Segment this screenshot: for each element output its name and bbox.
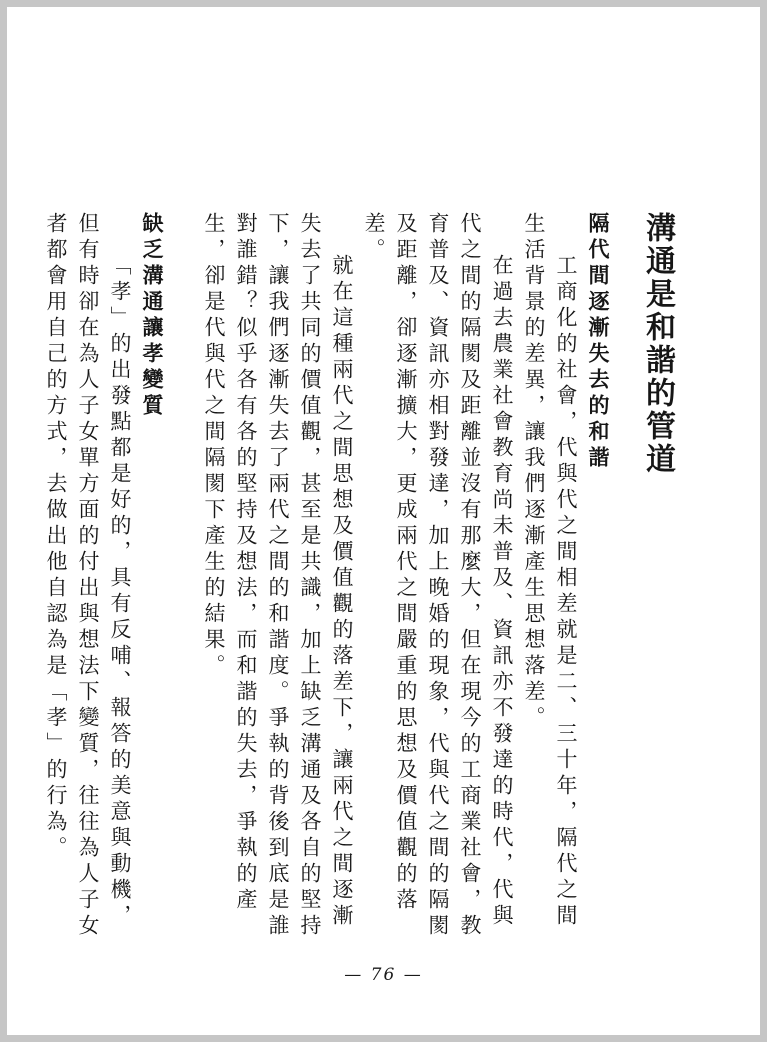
paragraph: 在過去農業社會教育尚未普及、資訊亦不發達的時代，代與代之間的隔閡及距離並沒有那麼大，但在現今的工商業社會，教育普及、資訊亦相對發達，加上晚婚的現象，代與代之間的隔閡及距離，卻逐漸擴大，更成兩代之間嚴重的思想及價值觀的落差。 [362,212,514,940]
paragraph: 就在這種兩代之間思想及價值觀的落差下，讓兩代之間逐漸失去了共同的價值觀，甚至是共識，加上缺乏溝通及各自的堅持下，讓我們逐漸失去了兩代之間的和諧度。爭執的背後到底是誰對誰錯？似乎各有各的堅持及想法，而和諧的失去，爭執的產生，卻是代與代之間隔閡下產生的結果。 [202,212,354,940]
paragraph: 工商化的社會，代與代之間相差就是二、三十年，隔代之間生活背景的差異，讓我們逐漸產生思想落差。 [522,212,578,930]
page-number: — 76 — [344,965,423,985]
paragraph: 「孝」的出發點都是好的，具有反哺、報答的美意與動機，但有時卻在為人子女單方面的付出與想法下變質，往往為人子女者都會用自己的方式，去做出他自認為是「孝」的行為。 [44,212,132,940]
section-heading-filial-piety: 缺乏溝通讓孝變質 [140,212,165,420]
section-heading-generation-gap: 隔代間逐漸失去的和諧 [586,212,611,472]
page-title: 溝通是和諧的管道 [640,212,675,476]
page-content [44,212,678,950]
